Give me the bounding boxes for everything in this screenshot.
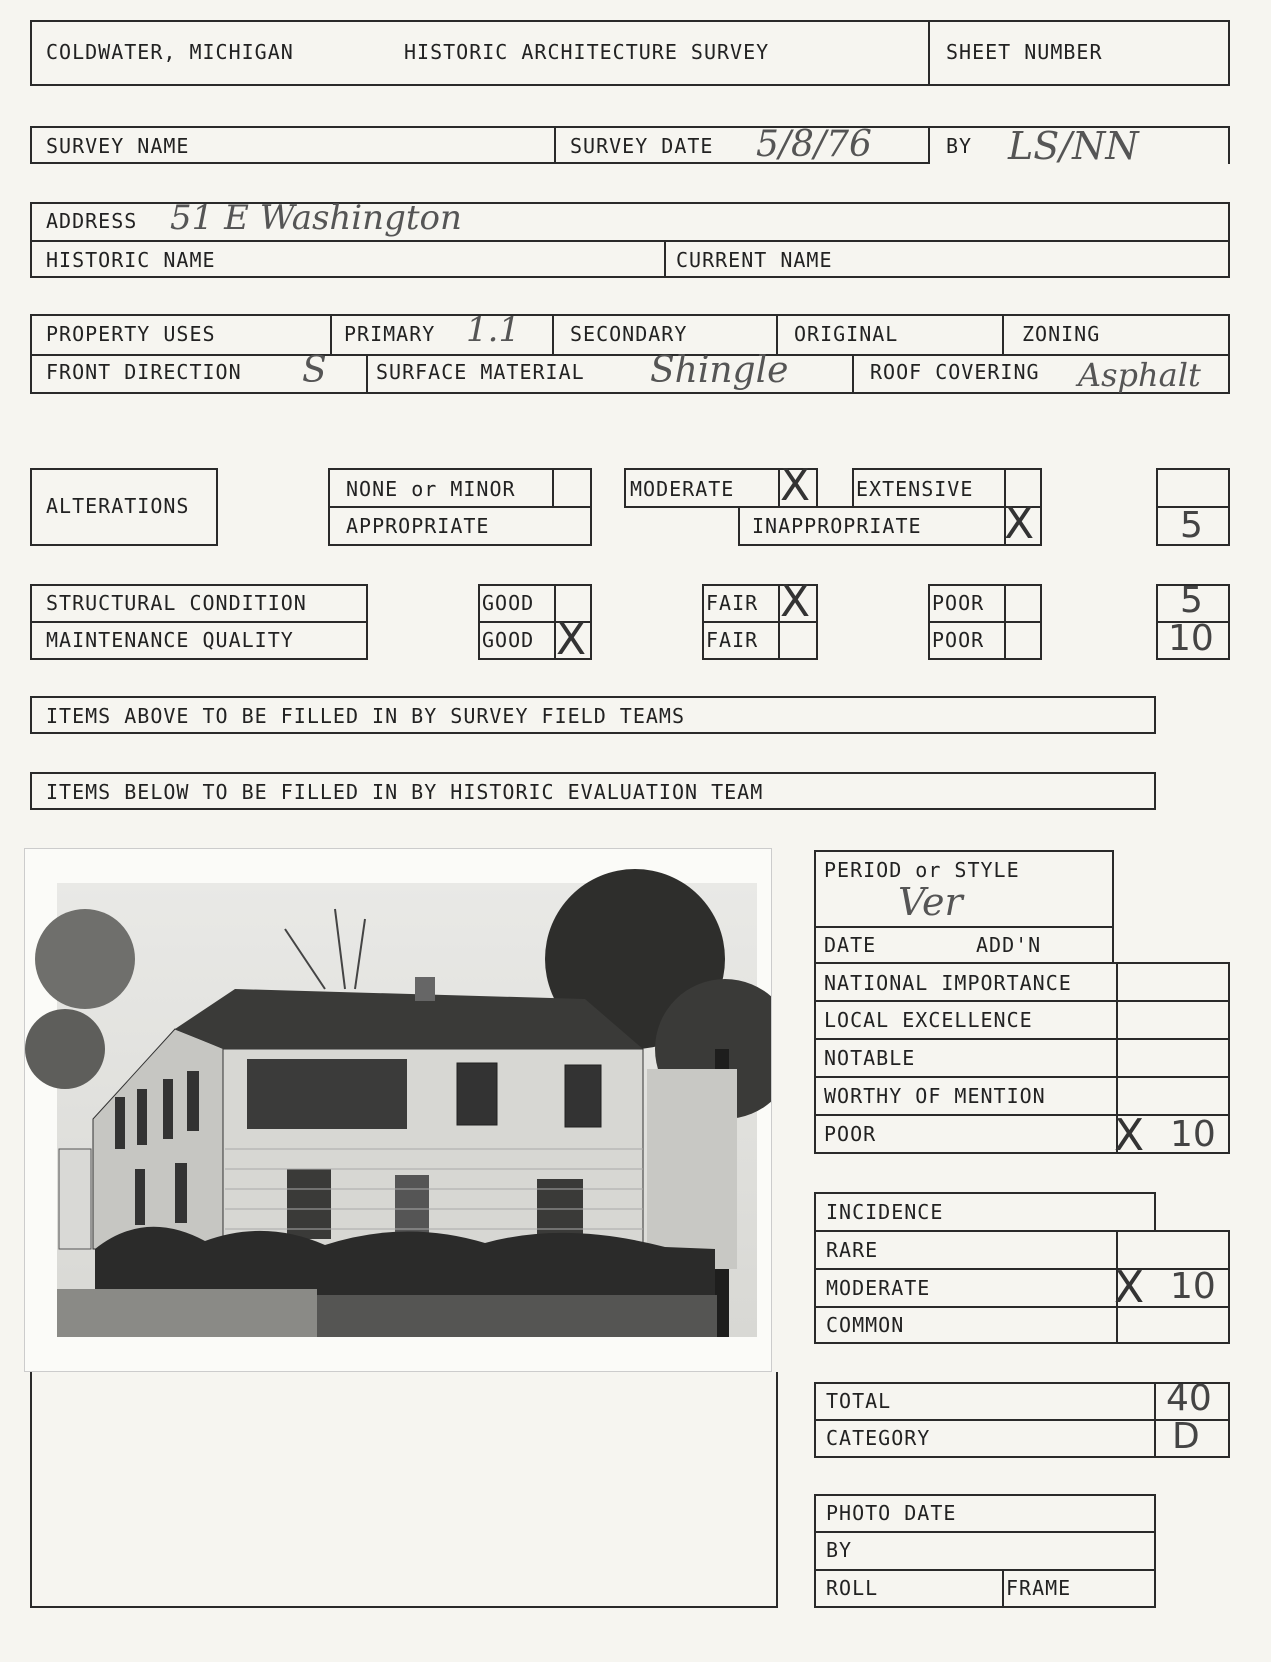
property-mid <box>30 354 1230 356</box>
maintenance-good-check-mark: X <box>556 614 587 665</box>
frame-label: FRAME <box>1006 1576 1072 1600</box>
total-value: 40 <box>1166 1378 1212 1419</box>
survey-row-div2 <box>928 126 930 164</box>
notable-label: NOTABLE <box>824 1046 916 1070</box>
survey-by-label: BY <box>946 134 973 158</box>
inc-line-3 <box>814 1306 1230 1308</box>
incidence-label: INCIDENCE <box>826 1200 944 1224</box>
property-right <box>1228 314 1230 394</box>
date-label: DATE <box>824 933 877 957</box>
current-name-label: CURRENT NAME <box>676 248 833 272</box>
zoning-label: ZONING <box>1022 322 1101 346</box>
roll-label: ROLL <box>826 1576 879 1600</box>
survey-row-left <box>30 126 32 164</box>
eval-line-7 <box>814 1152 1230 1154</box>
survey-by-value: LS/NN <box>1008 124 1139 168</box>
front-direction-value: S <box>302 350 327 391</box>
inappropriate-check-mark: X <box>1004 498 1035 549</box>
survey-date-label: SURVEY DATE <box>570 134 714 158</box>
address-value: 51 E Washington <box>170 198 462 238</box>
addn-label: ADD'N <box>976 933 1042 957</box>
note-above-text: ITEMS ABOVE TO BE FILLED IN BY SURVEY FIELD TEAMS <box>46 704 686 728</box>
roof-covering-value: Asphalt <box>1078 356 1201 394</box>
eval-line-6 <box>814 1114 1230 1116</box>
moderate-label: MODERATE <box>630 477 735 501</box>
poor-mid <box>928 621 1042 623</box>
moderate-inc-score: 10 <box>1170 1266 1216 1307</box>
poor-label-structural: POOR <box>932 591 985 615</box>
property-div-f <box>852 354 854 394</box>
eval-left <box>814 850 816 1154</box>
header-divider <box>928 20 930 86</box>
structural-fair-check-mark: X <box>780 576 811 627</box>
property-div-a <box>330 314 332 356</box>
historic-name-label: HISTORIC NAME <box>46 248 216 272</box>
maintenance-score: 10 <box>1168 618 1214 659</box>
inc-top <box>814 1192 1156 1194</box>
primary-value: 1.1 <box>466 310 521 350</box>
survey-row-div1 <box>554 126 556 164</box>
inappropriate-label: INAPPROPRIATE <box>752 514 922 538</box>
appropriate-label: APPROPRIATE <box>346 514 490 538</box>
eval-line-4 <box>814 1038 1230 1040</box>
inc-right <box>1228 1230 1230 1344</box>
totals-div <box>1154 1382 1156 1458</box>
none-minor-label: NONE or MINOR <box>346 477 516 501</box>
address-mid-line <box>30 240 1230 242</box>
survey-name-label: SURVEY NAME <box>46 134 190 158</box>
survey-date-value: 5/8/76 <box>756 124 872 165</box>
structural-score: 5 <box>1180 580 1203 621</box>
front-direction-label: FRONT DIRECTION <box>46 360 242 384</box>
inc-top-right <box>1154 1192 1156 1230</box>
eval-period-right <box>1112 850 1114 962</box>
eval-top <box>814 850 1114 852</box>
period-value: Ver <box>898 880 963 924</box>
poor-div <box>1004 584 1006 660</box>
eval-right <box>1228 962 1230 1154</box>
property-div-d <box>1002 314 1004 356</box>
primary-label: PRIMARY <box>344 322 436 346</box>
structural-condition-label: STRUCTURAL CONDITION <box>46 591 307 615</box>
note-below-bottom <box>30 808 1156 810</box>
alterations-score: 5 <box>1180 505 1203 546</box>
condition-label-mid <box>30 621 368 623</box>
photo-date-label: PHOTO DATE <box>826 1501 957 1525</box>
house-photo <box>25 849 771 1371</box>
city-label: COLDWATER, MICHIGAN <box>46 40 294 64</box>
photo-info-div <box>1002 1569 1004 1608</box>
common-label: COMMON <box>826 1313 905 1337</box>
property-left <box>30 314 32 394</box>
good-label-maintenance: GOOD <box>482 628 535 652</box>
photo-frame-box <box>30 1372 778 1608</box>
inc-line-2 <box>814 1268 1230 1270</box>
photo-by-label: BY <box>826 1538 853 1562</box>
photo-info-line-1 <box>814 1531 1156 1533</box>
alterations-label: ALTERATIONS <box>46 494 190 518</box>
address-label: ADDRESS <box>46 209 138 233</box>
note-below-top <box>30 772 1156 774</box>
property-uses-label: PROPERTY USES <box>46 322 216 346</box>
eval-line-1 <box>814 926 1114 928</box>
note-below-left <box>30 772 32 810</box>
period-label: PERIOD or STYLE <box>824 858 1020 882</box>
note-above-left <box>30 696 32 734</box>
none-minor-div <box>552 468 554 508</box>
eval-line-2 <box>814 962 1230 964</box>
totals-mid <box>814 1419 1230 1421</box>
property-div-b <box>552 314 554 356</box>
maintenance-quality-label: MAINTENANCE QUALITY <box>46 628 294 652</box>
fair-label-maintenance: FAIR <box>706 628 759 652</box>
local-excellence-label: LOCAL EXCELLENCE <box>824 1008 1033 1032</box>
survey-row-right <box>1228 126 1230 164</box>
national-importance-label: NATIONAL IMPORTANCE <box>824 971 1072 995</box>
address-divider <box>664 240 666 278</box>
secondary-label: SECONDARY <box>570 322 688 346</box>
good-label-structural: GOOD <box>482 591 535 615</box>
category-value: D <box>1172 1416 1200 1457</box>
poor-eval-label: POOR <box>824 1122 877 1146</box>
note-above-bottom <box>30 732 1156 734</box>
poor-label-maintenance: POOR <box>932 628 985 652</box>
note-below-text: ITEMS BELOW TO BE FILLED IN BY HISTORIC EVALUATION TEAM <box>46 780 764 804</box>
moderate-inc-label: MODERATE <box>826 1276 931 1300</box>
property-bottom <box>30 392 1230 394</box>
poor-eval-check-mark: X <box>1114 1110 1145 1161</box>
property-div-e <box>366 354 368 394</box>
category-label: CATEGORY <box>826 1426 931 1450</box>
eval-line-5 <box>814 1076 1230 1078</box>
fair-label-structural: FAIR <box>706 591 759 615</box>
property-top <box>30 314 1230 316</box>
surface-material-value: Shingle <box>650 350 789 391</box>
survey-title: HISTORIC ARCHITECTURE SURVEY <box>404 40 770 64</box>
photo-mount <box>24 848 772 1372</box>
note-above-top <box>30 696 1156 698</box>
note-below-right <box>1154 772 1156 810</box>
sheet-number-label: SHEET NUMBER <box>946 40 1103 64</box>
extensive-label: EXTENSIVE <box>856 477 974 501</box>
eval-line-3 <box>814 1000 1230 1002</box>
worthy-label: WORTHY OF MENTION <box>824 1084 1046 1108</box>
photo-info-line-2 <box>814 1569 1156 1571</box>
inc-line-1 <box>814 1230 1230 1232</box>
poor-eval-score: 10 <box>1170 1114 1216 1155</box>
surface-material-label: SURFACE MATERIAL <box>376 360 585 384</box>
original-label: ORIGINAL <box>794 322 899 346</box>
moderate-check-mark: X <box>780 460 811 511</box>
roof-covering-label: ROOF COVERING <box>870 360 1040 384</box>
total-label: TOTAL <box>826 1389 892 1413</box>
inc-line-4 <box>814 1342 1230 1344</box>
note-above-right <box>1154 696 1156 734</box>
rare-label: RARE <box>826 1238 879 1262</box>
moderate-inc-check-mark: X <box>1114 1262 1145 1313</box>
